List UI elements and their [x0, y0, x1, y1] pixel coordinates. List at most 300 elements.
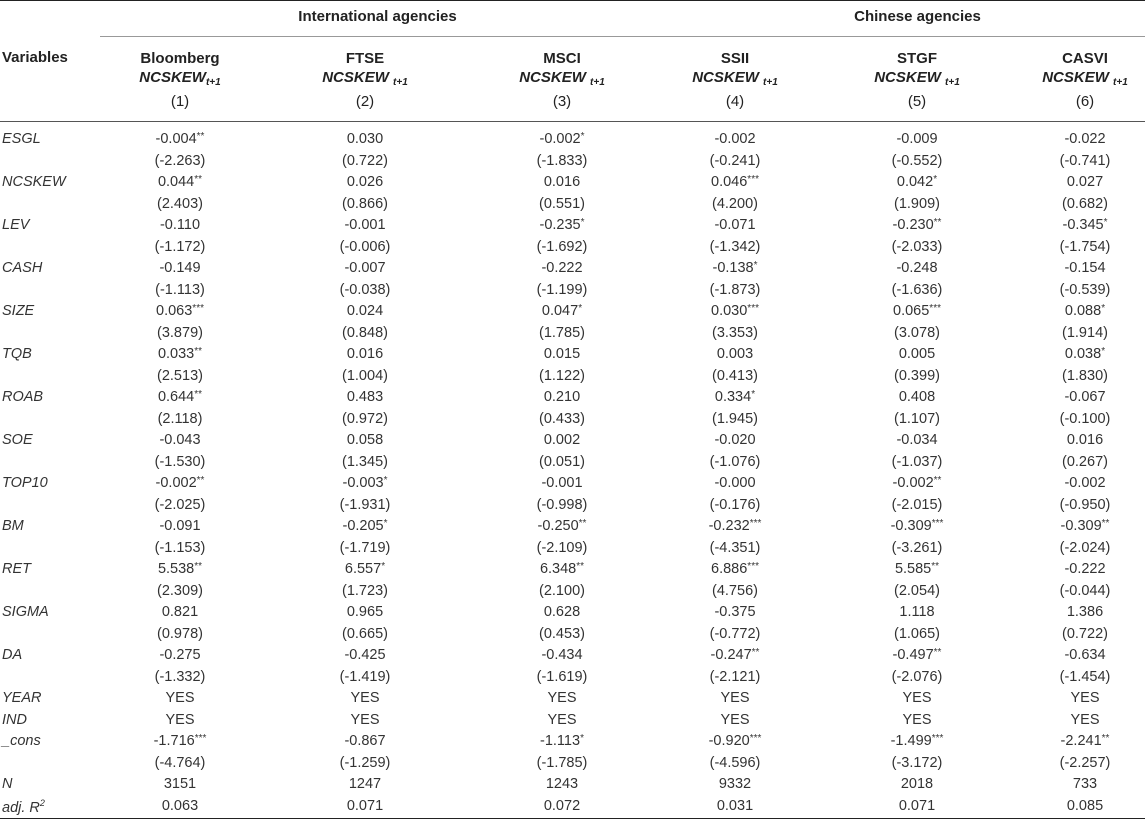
table-row — [0, 172, 1145, 194]
table-cell: -0.067 — [1064, 389, 1106, 405]
table-cell: -0.110 — [159, 217, 201, 233]
cell-value: -2.241 — [1060, 733, 1102, 749]
table-cell: (1.065) — [894, 625, 940, 642]
cell-value: 0.334 — [714, 389, 752, 405]
row-label — [2, 733, 41, 749]
significance-stars: ** — [194, 174, 203, 185]
cell-value: -0.920 — [708, 733, 750, 749]
table-cell — [105, 131, 255, 147]
table-cell: (-1.833) — [536, 152, 588, 169]
table-cell: (-1.332) — [154, 668, 206, 685]
table-cell: (-1.719) — [339, 539, 391, 556]
table-cell: YES — [1070, 690, 1100, 706]
table-cell: 0.965 — [346, 604, 384, 620]
significance-stars: ** — [194, 346, 203, 357]
dependent-variable — [1010, 68, 1145, 92]
cell-value: 0.065 — [893, 303, 930, 319]
cell-value: -0.138 — [712, 260, 754, 276]
row-label-text: DA — [2, 647, 23, 663]
agency-name: FTSE — [345, 50, 385, 67]
significance-stars: * — [580, 733, 584, 744]
significance-stars: *** — [747, 561, 759, 572]
table-cell: (-2.024) — [1059, 539, 1111, 556]
significance-stars: * — [1101, 346, 1106, 357]
table-cell: (-2.109) — [536, 539, 588, 556]
header-bottom-rule — [0, 121, 1145, 122]
table-cell — [660, 647, 810, 663]
significance-stars: ** — [576, 561, 585, 572]
table-cell: (1.004) — [342, 367, 388, 384]
cell-value: -1.113 — [540, 733, 581, 749]
significance-stars: ** — [933, 647, 942, 658]
table-row — [0, 624, 1145, 646]
table-cell: (-1.153) — [154, 539, 206, 556]
agency-name: MSCI — [543, 50, 581, 67]
table-cell — [487, 733, 637, 749]
dependent-variable-subscript: t+1 — [1113, 77, 1128, 88]
table-cell: -0.002 — [1064, 475, 1106, 491]
table-cell — [487, 518, 637, 534]
table-cell: 0.821 — [161, 604, 199, 620]
row-label-text: TQB — [2, 346, 32, 362]
table-cell: -0.009 — [896, 131, 938, 147]
table-row — [0, 731, 1145, 753]
table-cell: (-1.037) — [891, 453, 943, 470]
table-row — [0, 129, 1145, 151]
table-cell: -0.020 — [714, 432, 756, 448]
variables-header: Variables — [2, 49, 68, 66]
dependent-variable-name: NCSKEW — [322, 69, 389, 86]
table-cell: YES — [350, 711, 380, 728]
table-cell: -0.043 — [159, 432, 201, 448]
table-cell: 0.003 — [716, 346, 754, 362]
row-label — [2, 647, 22, 663]
column-header-5 — [842, 49, 992, 111]
significance-stars: * — [383, 475, 388, 486]
cell-value: -0.309 — [890, 518, 932, 534]
significance-stars: ** — [194, 561, 203, 572]
table-cell: 0.058 — [346, 432, 384, 448]
significance-stars: * — [578, 303, 583, 314]
table-cell: (-0.100) — [1059, 410, 1111, 427]
row-label — [2, 798, 45, 816]
table-cell: (-2.015) — [891, 496, 943, 513]
dependent-variable — [290, 68, 440, 92]
table-cell — [660, 260, 810, 276]
table-row — [0, 194, 1145, 216]
agency-name: SSII — [720, 50, 750, 67]
significance-stars: * — [381, 561, 386, 572]
table-cell — [1010, 733, 1145, 749]
table-cell: -0.222 — [541, 260, 583, 276]
table-cell: (4.200) — [712, 195, 758, 212]
dependent-variable-name: NCSKEW — [519, 69, 586, 86]
row-label-text: BM — [2, 518, 24, 534]
significance-stars: ** — [194, 389, 203, 400]
row-label-text: ESGL — [2, 131, 41, 147]
column-header-4 — [660, 49, 810, 111]
table-cell: (0.866) — [342, 195, 388, 212]
cell-value: 0.063 — [156, 303, 193, 319]
table-cell: YES — [902, 690, 932, 706]
cell-value: 0.644 — [157, 389, 195, 405]
table-cell: (-0.539) — [1059, 281, 1111, 298]
table-cell: (3.353) — [712, 324, 758, 341]
cell-value: -1.499 — [890, 733, 932, 749]
cell-value: 6.557 — [344, 561, 382, 577]
table-cell: (-0.741) — [1059, 152, 1111, 169]
cell-value: 5.538 — [157, 561, 195, 577]
table-cell — [842, 174, 992, 190]
table-cell: (-2.033) — [891, 238, 943, 255]
table-cell — [1010, 346, 1145, 362]
significance-stars: * — [933, 174, 938, 185]
table-cell — [842, 303, 992, 319]
table-row — [0, 473, 1145, 495]
column-header-1 — [105, 49, 255, 111]
row-label-text: TOP10 — [2, 475, 48, 491]
cell-value: -0.309 — [1060, 518, 1102, 534]
table-cell: (-4.596) — [709, 754, 761, 771]
significance-stars: *** — [931, 733, 944, 744]
table-cell: (-1.692) — [536, 238, 588, 255]
row-label — [2, 260, 42, 276]
table-cell: -0.091 — [159, 518, 201, 534]
table-cell — [1010, 217, 1145, 233]
table-row — [0, 409, 1145, 431]
column-header-3 — [487, 49, 637, 111]
table-cell: (0.848) — [342, 324, 388, 341]
table-cell: (-2.121) — [709, 668, 761, 685]
dependent-variable — [842, 68, 992, 92]
table-cell — [290, 561, 440, 577]
row-label — [2, 131, 41, 147]
table-cell: (0.267) — [1062, 453, 1108, 470]
dependent-variable-subscript: t+1 — [205, 77, 221, 88]
table-cell: -0.149 — [159, 260, 201, 276]
significance-stars: ** — [751, 647, 760, 658]
row-label — [2, 518, 24, 534]
table-cell: (-3.261) — [891, 539, 943, 556]
significance-stars: ** — [933, 217, 942, 228]
table-cell — [660, 389, 810, 405]
table-row — [0, 688, 1145, 710]
table-row — [0, 387, 1145, 409]
column-number: (3) — [552, 93, 572, 110]
table-cell: (0.722) — [1062, 625, 1108, 642]
table-cell: (-1.754) — [1059, 238, 1111, 255]
table-cell: (0.433) — [539, 410, 585, 427]
table-cell: 0.071 — [898, 797, 936, 814]
significance-stars: ** — [196, 131, 205, 142]
table-row — [0, 538, 1145, 560]
table-cell: YES — [1070, 711, 1100, 728]
cell-value: 0.088 — [1064, 303, 1102, 319]
table-cell: (-0.006) — [339, 238, 391, 255]
table-row — [0, 280, 1145, 302]
significance-stars: *** — [192, 303, 204, 314]
table-cell: (2.118) — [157, 410, 203, 427]
row-label — [2, 217, 29, 233]
table-cell: 9332 — [718, 776, 752, 792]
table-row — [0, 774, 1145, 796]
significance-stars: *** — [929, 303, 941, 314]
table-cell: (1.914) — [1062, 324, 1108, 341]
table-row — [0, 366, 1145, 388]
column-number: (6) — [1075, 93, 1095, 110]
table-cell: 0.071 — [346, 797, 384, 814]
table-cell — [487, 561, 637, 577]
significance-stars: * — [751, 389, 756, 400]
dependent-variable — [660, 68, 810, 92]
significance-stars: *** — [747, 174, 759, 185]
table-cell: 0.016 — [346, 346, 384, 362]
cell-value: 0.044 — [157, 174, 195, 190]
table-cell: -0.007 — [344, 260, 386, 276]
table-cell — [105, 561, 255, 577]
table-cell: 0.002 — [543, 432, 581, 448]
row-label-text: SIGMA — [2, 604, 49, 620]
table-cell: -0.001 — [541, 475, 583, 491]
table-row — [0, 301, 1145, 323]
significance-stars: ** — [196, 475, 205, 486]
table-cell: (-0.176) — [709, 496, 761, 513]
dependent-variable-subscript: t+1 — [945, 77, 960, 88]
table-cell: 0.015 — [543, 346, 581, 362]
table-cell: -0.434 — [541, 647, 583, 663]
cell-value: 0.047 — [541, 303, 579, 319]
table-cell: (-0.772) — [709, 625, 761, 642]
table-cell: 0.016 — [543, 174, 581, 190]
table-cell: (-2.263) — [154, 152, 206, 169]
row-label — [2, 712, 27, 728]
row-label — [2, 432, 33, 448]
row-label-text: CASH — [2, 260, 43, 276]
row-label-text: SOE — [2, 432, 33, 448]
table-cell: -0.001 — [344, 217, 386, 233]
table-cell: 0.027 — [1066, 174, 1104, 190]
row-label-text: YEAR — [2, 690, 42, 706]
agency-name: Bloomberg — [140, 50, 220, 67]
table-cell: (1.107) — [894, 410, 940, 427]
table-cell: -0.634 — [1064, 647, 1106, 663]
row-label — [2, 475, 48, 491]
table-cell: (-1.785) — [536, 754, 588, 771]
table-cell: -0.071 — [714, 217, 756, 233]
table-cell: -0.375 — [714, 604, 756, 620]
row-label — [2, 561, 31, 577]
table-cell — [1010, 518, 1145, 534]
table-cell: YES — [165, 690, 195, 706]
table-cell: (-1.931) — [339, 496, 391, 513]
table-cell: (2.100) — [539, 582, 585, 599]
table-cell: 1247 — [348, 776, 382, 792]
table-cell: 0.016 — [1066, 432, 1104, 448]
table-cell: -0.154 — [1064, 260, 1106, 276]
dependent-variable — [487, 68, 637, 92]
significance-stars: *** — [749, 733, 762, 744]
table-cell: (-1.419) — [339, 668, 391, 685]
row-label — [2, 303, 34, 319]
cell-value: -0.205 — [342, 518, 384, 534]
table-cell: (-2.076) — [891, 668, 943, 685]
significance-stars: * — [580, 217, 585, 228]
table-cell — [660, 303, 810, 319]
row-label — [2, 690, 42, 706]
table-cell: (-2.257) — [1059, 754, 1111, 771]
cell-value: -0.002 — [892, 475, 934, 491]
table-cell: (0.399) — [894, 367, 940, 384]
table-cell: (1.830) — [1062, 367, 1108, 384]
row-label-text: ROAB — [2, 389, 44, 405]
cell-value: -0.002 — [539, 131, 581, 147]
table-cell: (0.551) — [539, 195, 585, 212]
table-cell — [660, 733, 810, 749]
row-label-superscript: 2 — [39, 797, 45, 808]
row-label — [2, 346, 32, 362]
cell-value: -0.247 — [710, 647, 752, 663]
table-row — [0, 710, 1145, 732]
table-cell: (2.513) — [157, 367, 203, 384]
table-cell: YES — [350, 690, 380, 706]
table-cell — [842, 518, 992, 534]
significance-stars: *** — [931, 518, 944, 529]
table-cell: -0.022 — [1064, 131, 1106, 147]
column-number: (2) — [355, 93, 375, 110]
table-cell: (0.978) — [157, 625, 203, 642]
table-cell: (2.403) — [157, 195, 203, 212]
table-cell: (4.756) — [712, 582, 758, 599]
table-cell — [487, 131, 637, 147]
column-header-2 — [290, 49, 440, 111]
dependent-variable — [105, 68, 255, 92]
dependent-variable-name: NCSKEW — [874, 69, 941, 86]
table-cell: -0.275 — [159, 647, 201, 663]
table-cell: (1.945) — [712, 410, 758, 427]
table-cell — [105, 346, 255, 362]
dependent-variable-name: NCSKEW — [692, 69, 759, 86]
table-cell: (-1.342) — [709, 238, 761, 255]
cell-value: 5.585 — [894, 561, 932, 577]
table-cell: (-4.764) — [154, 754, 206, 771]
table-row — [0, 258, 1145, 280]
table-cell: YES — [547, 711, 577, 728]
cell-value: -0.230 — [892, 217, 934, 233]
significance-stars: ** — [578, 518, 587, 529]
dependent-variable-name: NCSKEW — [1042, 69, 1109, 86]
table-cell: 0.210 — [543, 389, 581, 405]
table-cell — [660, 518, 810, 534]
table-cell — [290, 518, 440, 534]
cell-value: 0.033 — [157, 346, 195, 362]
table-row — [0, 559, 1145, 581]
table-cell: (-1.172) — [154, 238, 206, 255]
table-cell — [842, 217, 992, 233]
table-cell: (-0.950) — [1059, 496, 1111, 513]
table-bottom-border — [0, 818, 1145, 819]
table-cell: 2018 — [900, 776, 934, 792]
table-cell: 0.072 — [543, 797, 581, 814]
cell-value: -1.716 — [153, 733, 195, 749]
table-cell: (-0.998) — [536, 496, 588, 513]
table-cell: (3.879) — [157, 324, 203, 341]
table-cell: (1.122) — [539, 367, 585, 384]
table-cell: -0.867 — [344, 733, 386, 749]
table-cell: 1243 — [545, 776, 579, 792]
table-cell — [105, 475, 255, 491]
group-underline-international — [100, 36, 660, 37]
table-cell: (-1.076) — [709, 453, 761, 470]
table-cell: -0.222 — [1064, 561, 1106, 577]
table-cell — [105, 733, 255, 749]
table-cell: 0.030 — [346, 131, 384, 147]
table-cell: (-1.873) — [709, 281, 761, 298]
table-cell: (-4.351) — [709, 539, 761, 556]
table-row — [0, 516, 1145, 538]
table-cell: YES — [547, 690, 577, 706]
significance-stars: * — [1101, 303, 1106, 314]
row-label-text: LEV — [2, 217, 30, 233]
agency-name: CASVI — [1062, 50, 1108, 67]
table-cell: 0.024 — [346, 303, 384, 319]
column-number: (1) — [170, 93, 190, 110]
table-cell — [1010, 303, 1145, 319]
row-label-text: N — [2, 776, 13, 792]
row-label-text: adj. R — [2, 799, 40, 816]
row-label-text: IND — [2, 711, 27, 728]
table-cell: (0.665) — [342, 625, 388, 642]
cell-value: -0.232 — [708, 518, 750, 534]
group-underline-chinese — [660, 36, 1145, 37]
table-row — [0, 602, 1145, 624]
table-cell — [105, 174, 255, 190]
table-cell: (0.682) — [1062, 195, 1108, 212]
table-cell — [290, 475, 440, 491]
cell-value: -0.235 — [539, 217, 581, 233]
table-cell: 0.628 — [543, 604, 581, 620]
table-cell: 0.063 — [161, 797, 199, 814]
table-cell: (0.413) — [712, 367, 758, 384]
table-cell: (1.345) — [342, 453, 388, 470]
table-cell: (-1.619) — [536, 668, 588, 685]
significance-stars: *** — [194, 733, 207, 744]
table-row — [0, 667, 1145, 689]
table-cell: (-2.025) — [154, 496, 206, 513]
table-cell: -0.248 — [896, 260, 938, 276]
table-cell: 733 — [1072, 776, 1098, 792]
significance-stars: ** — [1101, 518, 1110, 529]
significance-stars: * — [753, 260, 758, 271]
dependent-variable-subscript: t+1 — [590, 77, 605, 88]
table-row — [0, 344, 1145, 366]
row-label — [2, 776, 12, 792]
table-cell: YES — [720, 690, 750, 706]
table-cell: (1.785) — [539, 324, 585, 341]
table-cell: (-1.113) — [155, 281, 205, 298]
table-cell: (-0.552) — [891, 152, 943, 169]
cell-value: 0.042 — [896, 174, 934, 190]
dependent-variable-subscript: t+1 — [763, 77, 778, 88]
table-cell — [487, 217, 637, 233]
table-cell: (-1.199) — [536, 281, 588, 298]
table-cell: 0.483 — [346, 389, 384, 405]
group-header-chinese: Chinese agencies — [854, 8, 981, 25]
table-cell: (-3.172) — [891, 754, 943, 771]
table-cell: (3.078) — [894, 324, 940, 341]
table-cell: 0.085 — [1066, 797, 1104, 814]
group-header-international: International agencies — [298, 8, 457, 25]
row-label-text: NCSKEW — [2, 174, 66, 190]
